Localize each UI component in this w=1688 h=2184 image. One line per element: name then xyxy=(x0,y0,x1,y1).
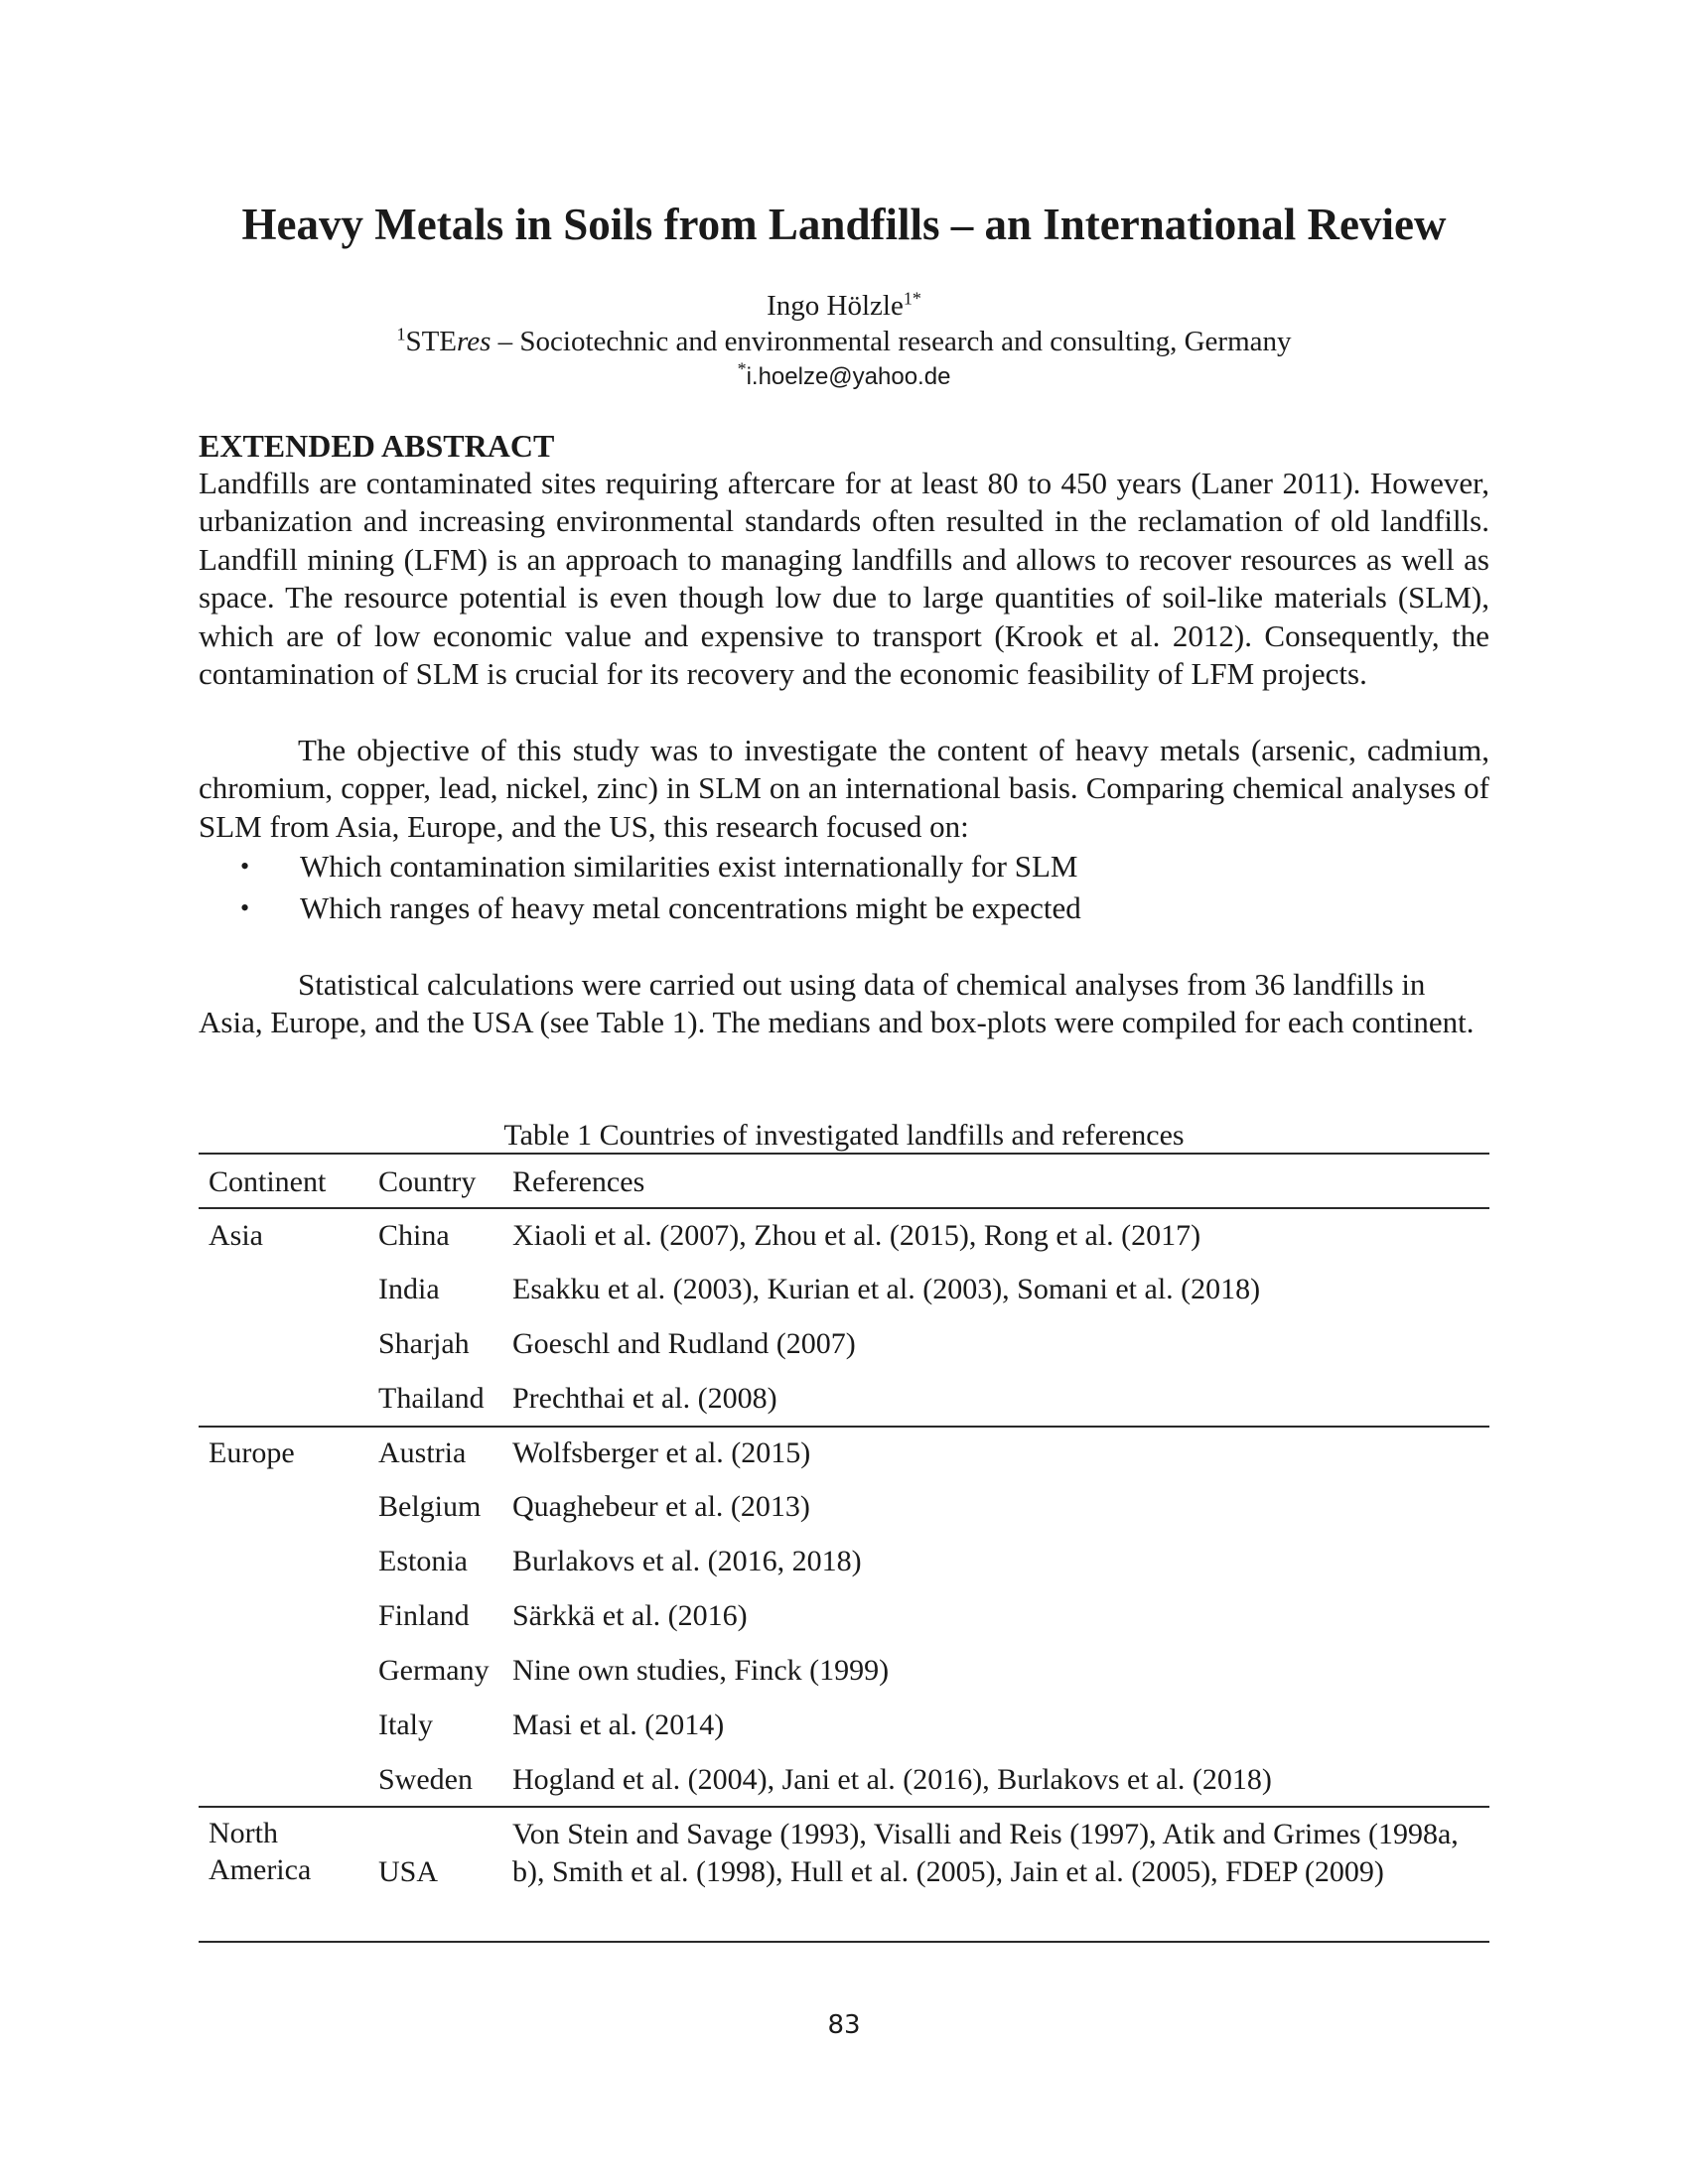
table-caption: Table 1 Countries of investigated landfills and references xyxy=(503,1119,1185,1152)
list-item-text: Which ranges of heavy metal concentrations might be expected xyxy=(300,890,1081,925)
cell-references: Wolfsberger et al. (2015) xyxy=(512,1436,811,1469)
author-name: Ingo Hölzle xyxy=(767,290,904,322)
cell-country: Sharjah xyxy=(378,1327,470,1360)
cell-references: Goeschl and Rudland (2007) xyxy=(512,1327,856,1360)
cell-country: Germany xyxy=(378,1654,490,1687)
cell-country: India xyxy=(378,1273,440,1305)
paragraph-2: The objective of this study was to investigate the content of heavy metals (arsenic, cadmium, chromium, copper, lead, nickel, zinc) in SLM on an international basis. Comparing chemical analyses of SLM from Asia, Europe, and the US, this research focused on: xyxy=(199,733,1489,844)
cell-country: Estonia xyxy=(378,1545,468,1577)
affiliation-line xyxy=(199,324,1489,359)
cell-country: Sweden xyxy=(378,1763,473,1796)
group-rule xyxy=(199,1806,1489,1808)
bullet-icon: • xyxy=(240,893,250,922)
cell-references: Burlakovs et al. (2016, 2018) xyxy=(512,1545,862,1577)
table-bottom-rule xyxy=(199,1941,1489,1943)
email-address[interactable]: i.hoelze@yahoo.de xyxy=(746,363,951,390)
research-questions-list xyxy=(199,846,1489,929)
cell-country: Italy xyxy=(378,1708,433,1741)
cell-country: Thailand xyxy=(378,1382,485,1415)
list-item xyxy=(199,887,1489,929)
list-item xyxy=(199,846,1489,887)
cell-country: USA xyxy=(378,1855,439,1888)
cell-references: Quaghebeur et al. (2013) xyxy=(512,1490,810,1523)
affiliation-org-a: STE xyxy=(405,326,458,357)
author-line xyxy=(199,288,1489,324)
cell-references: Masi et al. (2014) xyxy=(512,1708,725,1741)
cell-references: Xiaoli et al. (2007), Zhou et al. (2015), Rong et al. (2017) xyxy=(512,1219,1201,1252)
table-top-rule xyxy=(199,1153,1489,1155)
cell-references: Prechthai et al. (2008) xyxy=(512,1382,777,1415)
cell-references: Särkkä et al. (2016) xyxy=(512,1599,748,1632)
cell-continent: Europe xyxy=(209,1436,295,1469)
list-item-text: Which contamination similarities exist internationally for SLM xyxy=(300,849,1078,884)
header-references: References xyxy=(512,1165,645,1198)
email-marker: * xyxy=(737,358,747,379)
header-rule xyxy=(199,1207,1489,1209)
page-number: 83 xyxy=(827,2010,861,2040)
cell-references: Hogland et al. (2004), Jani et al. (2016), Burlakovs et al. (2018) xyxy=(512,1763,1272,1796)
email-line xyxy=(199,359,1489,394)
paragraph-1: Landfills are contaminated sites requiring aftercare for at least 80 to 450 years (Laner 2011). However, urbanization and increasing environmental standards often resulted in the reclamation of old landfills. Landfill mining (LFM) is an approach to managing landfills and allows to recover resources as well as space. The resource potential is even though low due to large quantities of soil-like materials (SLM), which are of low economic value and expensive to transport (Krook et al. 2012). Consequently, the contamination of SLM is crucial for its recovery and the economic feasibility of LFM projects. xyxy=(199,466,1489,692)
bullet-icon: • xyxy=(240,852,250,881)
paper-title: Heavy Metals in Soils from Landfills – an International Review xyxy=(241,200,1447,249)
paragraph-3: Statistical calculations were carried out using data of chemical analyses from 36 landfills in Asia, Europe, and the USA (see Table 1). The medians and box-plots were compiled for each continent. xyxy=(199,967,1475,1040)
group-rule xyxy=(199,1426,1489,1428)
affiliation-org-b: res xyxy=(457,326,492,357)
cell-references: Nine own studies, Finck (1999) xyxy=(512,1654,890,1687)
cell-country: Belgium xyxy=(378,1490,482,1523)
cell-continent: Asia xyxy=(209,1219,263,1252)
cell-references: Esakku et al. (2003), Kurian et al. (2003), Somani et al. (2018) xyxy=(512,1273,1261,1305)
header-continent: Continent xyxy=(209,1165,327,1198)
cell-continent-line2: America xyxy=(209,1853,312,1886)
affiliation-marker: 1 xyxy=(396,324,406,344)
cell-references: Von Stein and Savage (1993), Visalli and Reis (1997), Atik and Grimes (1998a, b), Smith et al. (1998), Hull et al. (2005), Jain et al. (2005), FDEP (2009) xyxy=(512,1818,1459,1888)
cell-continent-line1: North xyxy=(209,1817,278,1849)
affiliation-text: – Sociotechnic and environmental research and consulting, Germany xyxy=(491,326,1292,357)
author-marker: 1* xyxy=(903,288,921,309)
section-heading: EXTENDED ABSTRACT xyxy=(199,428,555,464)
cell-country: China xyxy=(378,1219,450,1252)
cell-country: Finland xyxy=(378,1599,470,1632)
cell-country: Austria xyxy=(378,1436,467,1469)
header-country: Country xyxy=(378,1165,477,1198)
